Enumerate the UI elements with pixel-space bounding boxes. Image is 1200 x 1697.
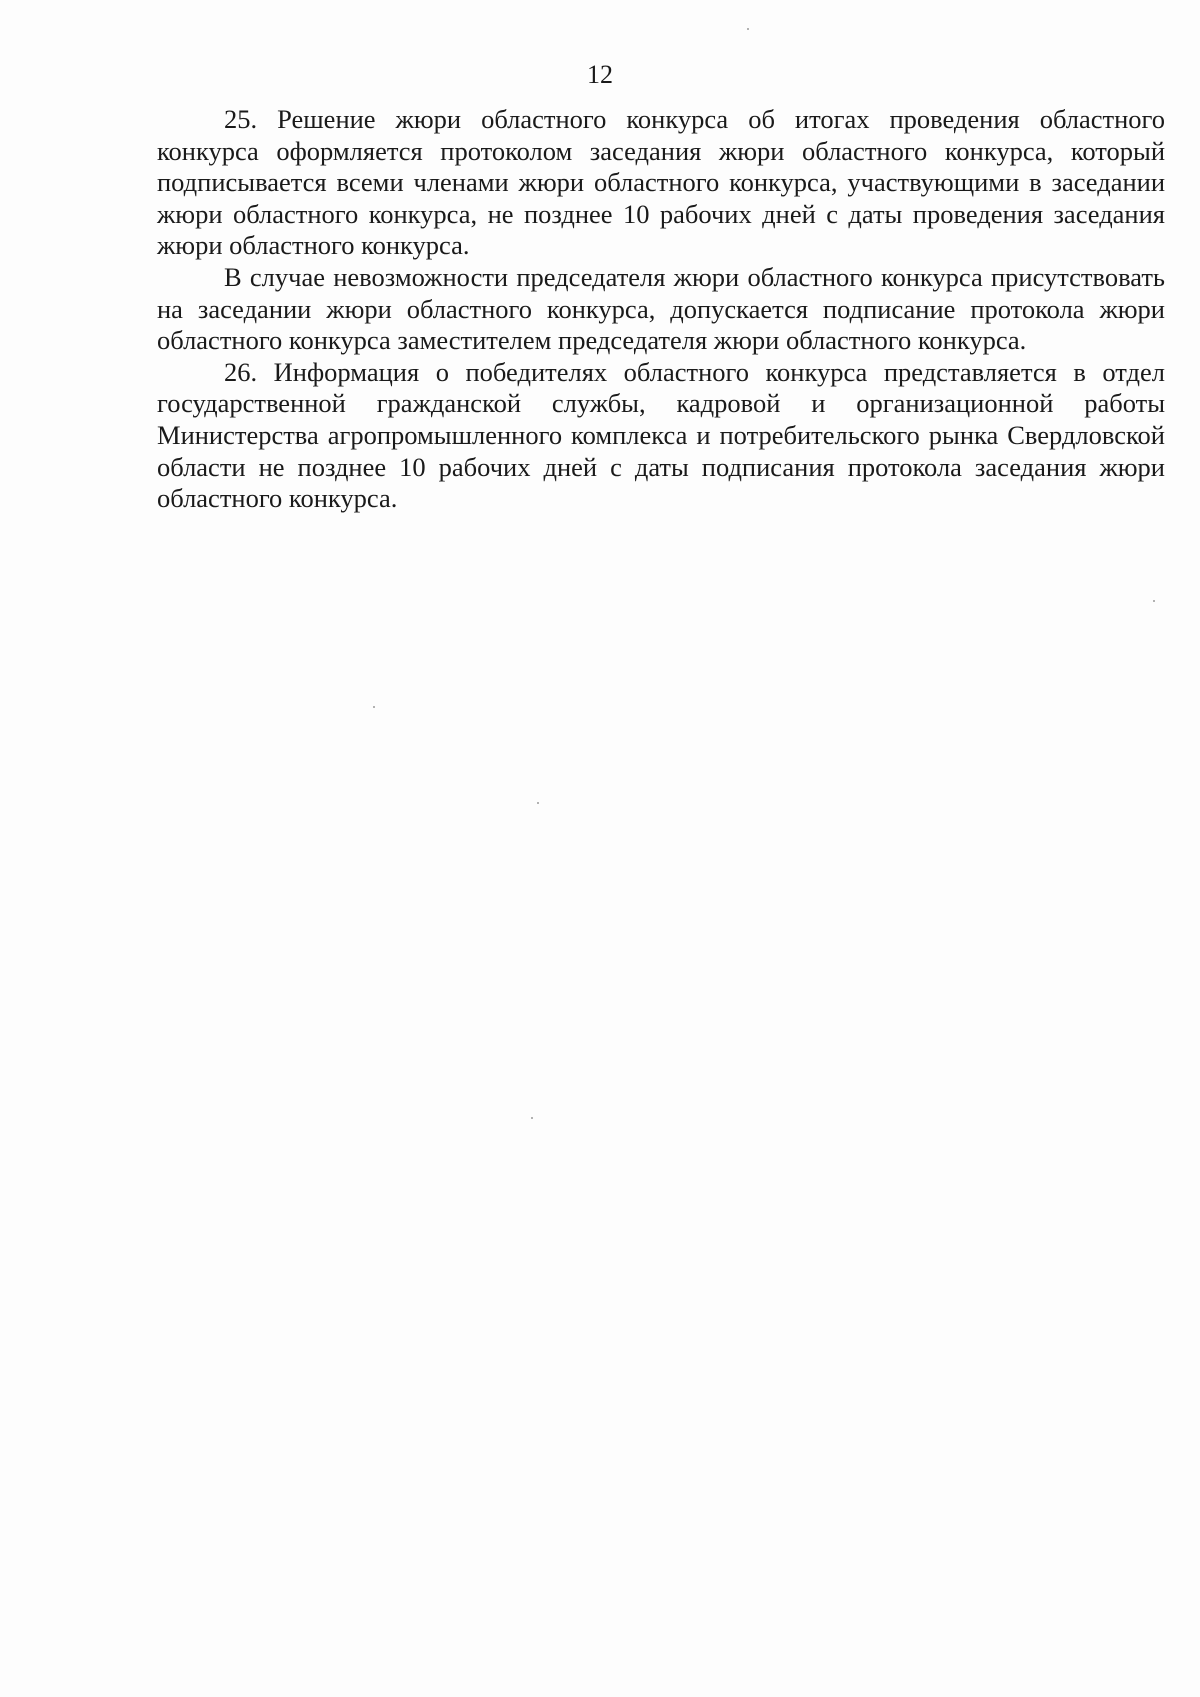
scan-speck [537,802,539,804]
scan-speck [531,1117,533,1119]
scan-speck [373,706,375,708]
scan-speck [747,28,749,30]
page-number: 12 [587,60,613,89]
paragraph-25-continuation: В случае невозможности председателя жюри областного конкурса присутствовать на заседании жюри областного конкурса, допускается подписание протокола жюри областного конкурса заместителем председателя жюри областного конкурса. [157,261,1165,356]
scan-speck [1153,600,1155,602]
paragraph-25: 25. Решение жюри областного конкурса об итогах проведения областного конкурса оформляется протоколом заседания жюри областного конкурса, который подписывается всеми членами жюри областного конкурса, участвующими в заседании жюри областного конкурса, не позднее 10 рабочих дней с даты проведения заседания жюри областного конкурса. [157,104,1165,261]
document-body [157,104,1165,515]
paragraph-26: 26. Информация о победителях областного конкурса представляется в отдел государственной гражданской службы, кадровой и организационной работы Министерства агропромышленного комплекса и потребительского рынка Свердловской области не позднее 10 рабочих дней с даты подписания протокола заседания жюри областного конкурса. [157,356,1165,514]
